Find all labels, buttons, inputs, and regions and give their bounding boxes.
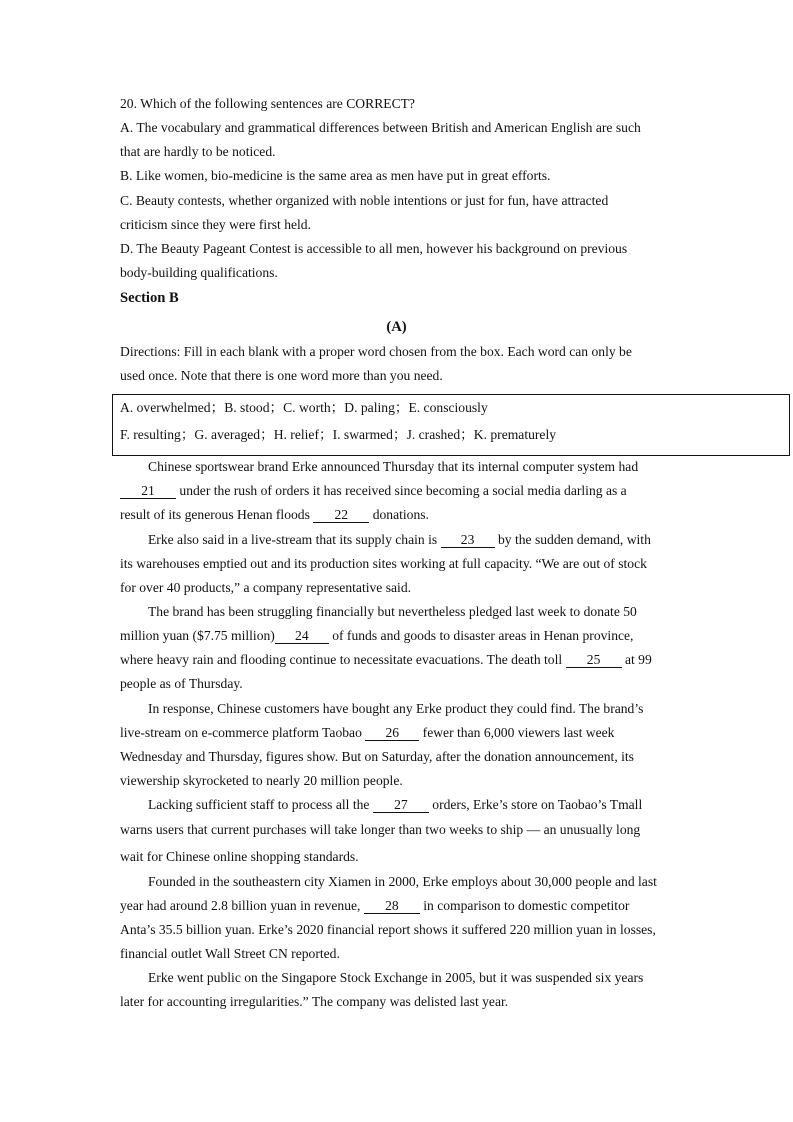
passage-p3-line-3 [120,648,652,672]
passage-p4-line-3: Wednesday and Thursday, figures show. But on Saturday, after the donation announcement, its [120,749,634,764]
passage-p2-line-2: its warehouses emptied out and its production sites working at full capacity. “We are out of stock [120,556,647,571]
passage-p2-line-3: for over 40 products,” a company representative said. [120,580,412,595]
passage-text: Lacking sufficient staff to process all the [148,797,373,812]
passage-p3-line-4: people as of Thursday. [120,676,243,691]
blank-26[interactable]: 26 [365,725,419,741]
option-a-line-2: that are hardly to be noticed. [120,144,276,159]
option-d-line-2: body-building qualifications. [120,265,278,280]
option-d-line-1: D. The Beauty Pageant Contest is accessible to all men, however his background on previous [120,241,628,256]
part-a-label: (A) [386,319,407,335]
passage-text: year had around 2.8 billion yuan in revenue, [120,898,364,913]
passage-p5-line-1 [148,793,642,817]
blank-24[interactable]: 24 [275,628,329,644]
passage-p4-line-4: viewership skyrocketed to nearly 20 million people. [120,773,403,788]
passage-p5-line-2: warns users that current purchases will take longer than two weeks to ship — an unusually long [120,822,641,837]
directions-line-1: Directions: Fill in each blank with a proper word chosen from the box. Each word can only be [120,344,632,359]
passage-text: million yuan ($7.75 million) [120,628,275,643]
passage-text: under the rush of orders it has received since becoming a social media darling as a [176,483,627,498]
blank-25[interactable]: 25 [566,652,622,668]
passage-p2-line-1 [148,528,651,552]
blank-27[interactable]: 27 [373,797,429,813]
passage-text: where heavy rain and flooding continue to necessitate evacuations. The death toll [120,652,566,667]
blank-22[interactable]: 22 [313,507,369,523]
directions-line-2: used once. Note that there is one word more than you need. [120,368,443,383]
passage-p6-line-2 [120,894,629,918]
passage-p4-line-2 [120,721,614,745]
option-b: B. Like women, bio-medicine is the same area as men have put in great efforts. [120,168,551,183]
blank-28[interactable]: 28 [364,898,420,914]
option-c-line-2: criticism since they were first held. [120,217,312,232]
passage-p6-line-3: Anta’s 35.5 billion yuan. Erke’s 2020 financial report shows it suffered 220 million yuan in losses, [120,922,656,937]
passage-text: Erke also said in a live-stream that its supply chain is [148,532,441,547]
passage-p5-line-3: wait for Chinese online shopping standards. [120,849,359,864]
option-c-line-1: C. Beauty contests, whether organized with noble intentions or just for fun, have attracted [120,193,609,208]
blank-23[interactable]: 23 [441,532,495,548]
option-a-line-1: A. The vocabulary and grammatical differences between British and American English are such [120,120,641,135]
passage-p1-line-3 [120,503,429,527]
passage-text: donations. [369,507,429,522]
passage-text: result of its generous Henan floods [120,507,314,522]
passage-p7-line-1: Erke went public on the Singapore Stock Exchange in 2005, but it was suspended six years [148,970,644,985]
passage-p3-line-2 [120,624,633,648]
passage-text: in comparison to domestic competitor [419,898,630,913]
passage-p3-line-1: The brand has been struggling financially but nevertheless pledged last week to donate 50 [148,604,637,619]
passage-p6-line-1: Founded in the southeastern city Xiamen in 2000, Erke employs about 30,000 people and last [148,874,657,889]
section-b-title: Section B [120,290,179,306]
passage-text: fewer than 6,000 viewers last week [419,725,615,740]
passage-text: live-stream on e-commerce platform Taobao [120,725,366,740]
passage-text: of funds and goods to disaster areas in Henan province, [328,628,634,643]
passage-text: at 99 [621,652,652,667]
word-box-row-1: A. overwhelmed；B. stood；C. worth；D. paling；E. consciously [120,400,488,415]
passage-p1-line-2 [120,479,627,503]
passage-text: orders, Erke’s store on Taobao’s Tmall [428,797,643,812]
word-box-row-2: F. resulting；G. averaged；H. relief；I. swarmed；J. crashed；K. prematurely [120,427,557,442]
passage-text: by the sudden demand, with [494,532,651,547]
blank-21[interactable]: 21 [120,483,176,499]
question-20-stem: 20. Which of the following sentences are CORRECT? [120,96,415,111]
passage-p1-line-1: Chinese sportswear brand Erke announced Thursday that its internal computer system had [148,459,639,474]
passage-p7-line-2: later for accounting irregularities.” The company was delisted last year. [120,994,509,1009]
passage-p6-line-4: financial outlet Wall Street CN reported. [120,946,340,961]
passage-p4-line-1: In response, Chinese customers have bought any Erke product they could find. The brand’s [148,701,644,716]
